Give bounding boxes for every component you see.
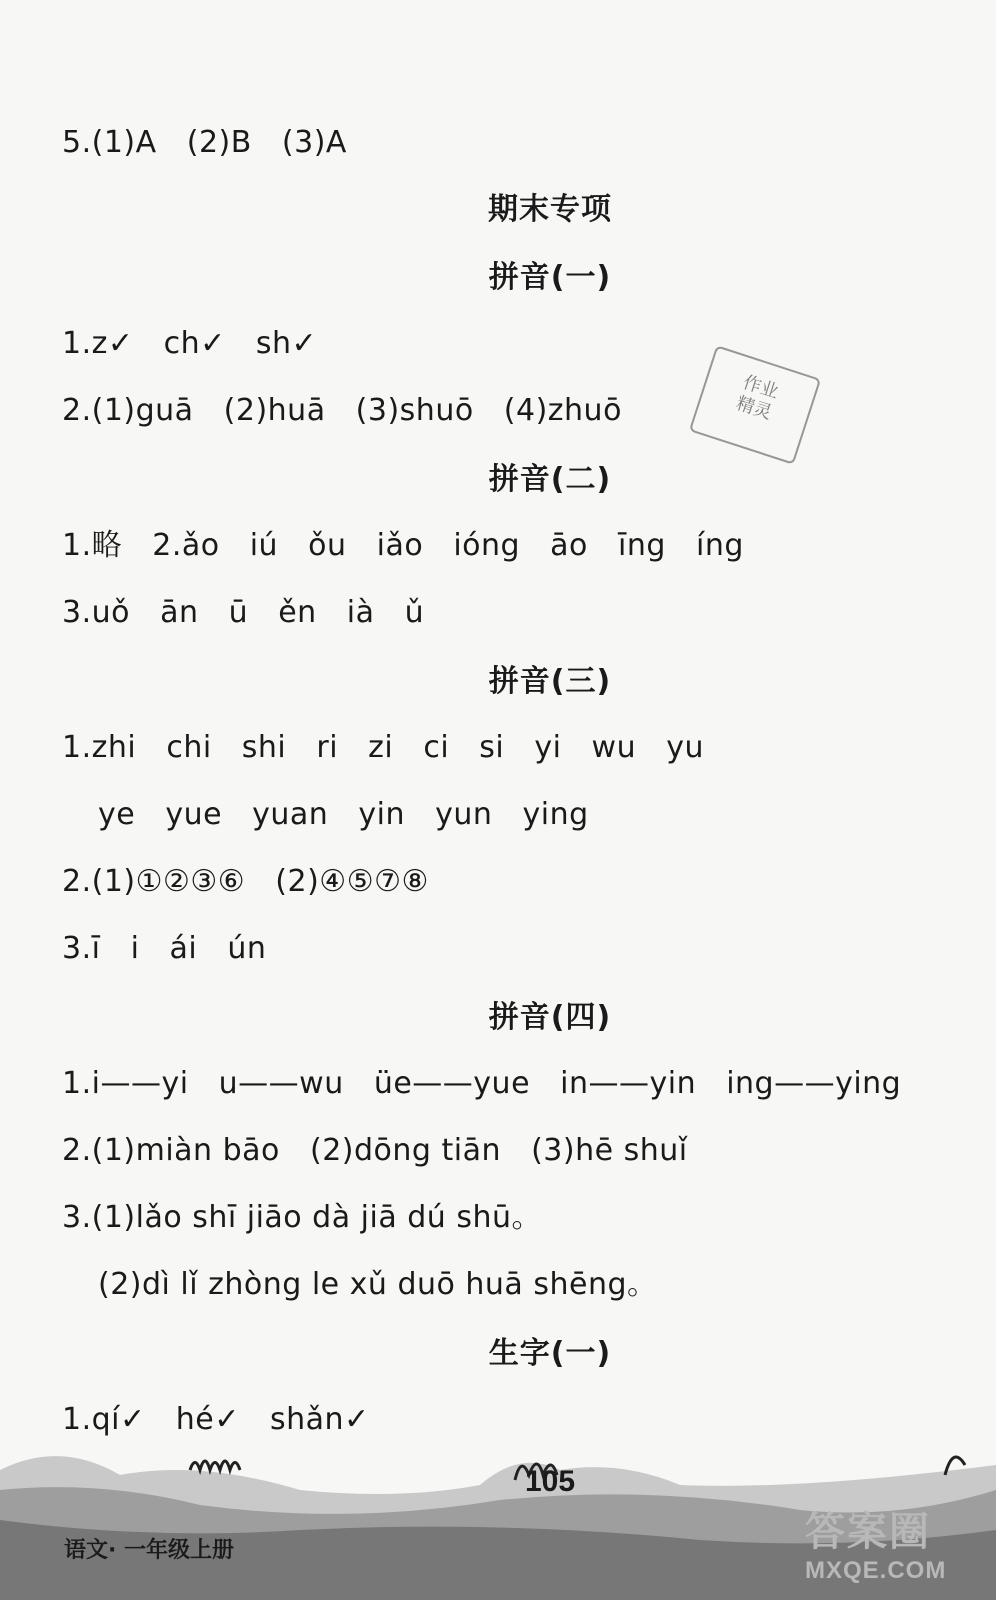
logo-url-text: MXQE.COM — [805, 1557, 947, 1584]
answer-line: 1.略 2.ǎo iú ǒu iǎo ióng āo īng íng — [62, 528, 744, 563]
answer-line: (2)dì lǐ zhòng le xǔ duō huā shēng。 — [98, 1267, 658, 1302]
book-title: 语文· 一年级上册 — [64, 1538, 235, 1563]
answer-line: 2.(1)miàn bāo (2)dōng tiān (3)hē shuǐ — [62, 1133, 688, 1168]
answer-line: 3.uǒ ān ū ěn ià ǔ — [62, 595, 425, 630]
answer-line: 3.ī i ái ún — [62, 931, 267, 966]
section-heading: 拼音(四) — [488, 1000, 612, 1035]
watermark-stamp — [689, 345, 821, 465]
answer-line: 3.(1)lǎo shī jiāo dà jiā dú shū。 — [62, 1200, 542, 1235]
site-logo — [805, 1500, 990, 1595]
section-heading: 拼音(三) — [488, 664, 612, 699]
answer-line: 2.(1)①②③⑥ (2)④⑤⑦⑧ — [62, 864, 429, 899]
section-heading: 期末专项 — [488, 192, 612, 227]
logo-main-text: 答案圈 — [805, 1510, 931, 1554]
page-number: 105 — [525, 1465, 576, 1498]
section-heading: 拼音(二) — [488, 462, 612, 497]
section-heading: 拼音(一) — [488, 260, 612, 295]
stamp-text: 精灵 — [733, 392, 775, 424]
section-heading: 生字(一) — [488, 1336, 612, 1371]
stamp-text: 作业 — [740, 371, 782, 403]
answer-line: ye yue yuan yin yun ying — [98, 797, 589, 832]
answer-line: 2.(1)guā (2)huā (3)shuō (4)zhuō — [62, 393, 622, 428]
answer-line: 1.qí✓ hé✓ shǎn✓ — [62, 1402, 370, 1437]
answer-line: 1.zhi chi shi ri zi ci si yi wu yu — [62, 730, 704, 765]
answer-line: 1.i——yi u——wu üe——yue in——yin ing——ying — [62, 1066, 902, 1101]
answer-line: 5.(1)A (2)B (3)A — [62, 125, 347, 160]
answer-line: 1.z✓ ch✓ sh✓ — [62, 326, 318, 361]
